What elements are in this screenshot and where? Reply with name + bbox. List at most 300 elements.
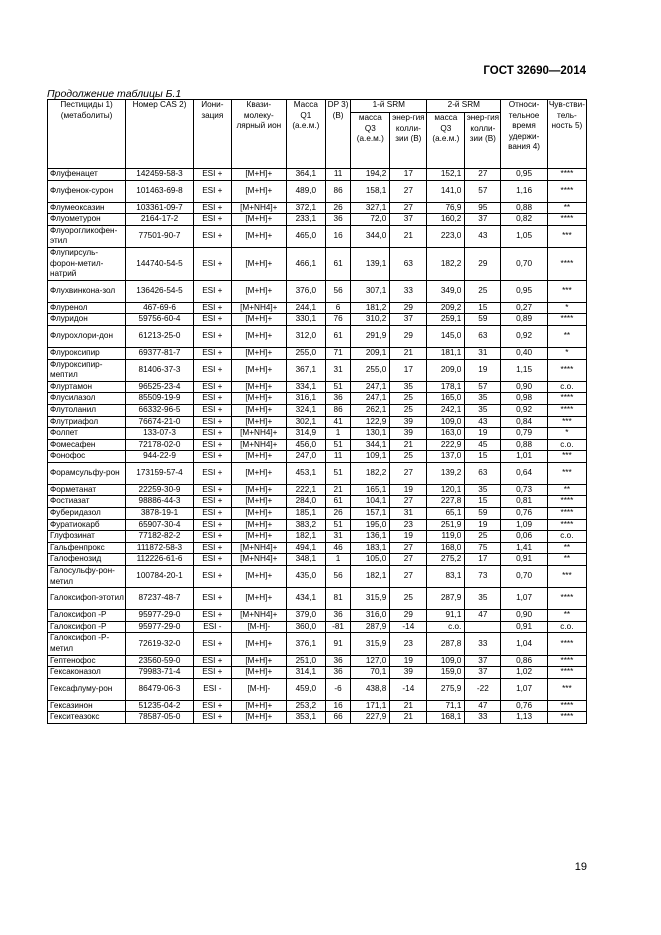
cell-srm2-mass: 209,0	[427, 359, 465, 381]
cell-srm1-mass: 310,2	[351, 314, 390, 326]
cell-srm1-energy: 35	[390, 381, 427, 393]
cell-sensitivity: **	[547, 484, 586, 496]
header-srm2-mass: масса Q3 (а.е.м.)	[427, 113, 465, 169]
cell-srm1-mass: 105,0	[351, 554, 390, 566]
cell-pesticide: Глуфозинат	[48, 531, 126, 543]
cell-srm1-mass: 344,0	[351, 225, 390, 247]
cell-ionization: ESI +	[193, 381, 231, 393]
cell-dp: -6	[325, 678, 350, 700]
cell-ionization: ESI +	[193, 439, 231, 451]
cell-quasi-ion: [M+H]+	[231, 451, 286, 463]
cell-dp: 36	[325, 214, 350, 226]
cell-dp: 56	[325, 566, 350, 588]
cell-rrt: 0,06	[501, 531, 547, 543]
cell-ionization: ESI +	[193, 393, 231, 405]
cell-pesticide: Галоксифоп-этотил	[48, 588, 126, 610]
cell-quasi-ion: [M+H]+	[231, 214, 286, 226]
table-row	[48, 610, 587, 622]
cell-ionization: ESI +	[193, 180, 231, 202]
cell-ionization: ESI +	[193, 247, 231, 280]
cell-srm2-mass: 287,8	[427, 633, 465, 655]
cell-ionization: ESI +	[193, 280, 231, 302]
cell-cas: 133-07-3	[126, 428, 194, 440]
table-row	[48, 325, 587, 347]
cell-srm2-mass: 349,0	[427, 280, 465, 302]
cell-quasi-ion: [M+H]+	[231, 496, 286, 508]
cell-cas: 76674-21-0	[126, 416, 194, 428]
table-row	[48, 393, 587, 405]
cell-srm1-energy: 27	[390, 180, 427, 202]
cell-srm1-energy: 19	[390, 655, 427, 667]
cell-rrt: 1,05	[501, 225, 547, 247]
cell-srm1-energy: -14	[390, 678, 427, 700]
cell-cas: 78587-05-0	[126, 712, 194, 724]
cell-srm1-mass: 438,8	[351, 678, 390, 700]
table-row	[48, 542, 587, 554]
cell-srm2-mass: 168,0	[427, 542, 465, 554]
cell-srm1-energy: 29	[390, 610, 427, 622]
cell-srm1-energy: 39	[390, 428, 427, 440]
cell-sensitivity: ***	[547, 451, 586, 463]
cell-sensitivity: ****	[547, 180, 586, 202]
cell-srm1-energy: 27	[390, 462, 427, 484]
cell-dp: 51	[325, 519, 350, 531]
cell-cas: 81406-37-3	[126, 359, 194, 381]
cell-mass-q1: 314,1	[286, 667, 325, 679]
cell-quasi-ion: [M+H]+	[231, 588, 286, 610]
cell-ionization: ESI +	[193, 325, 231, 347]
cell-srm1-mass: 315,9	[351, 588, 390, 610]
cell-srm1-mass: 157,1	[351, 508, 390, 520]
cell-dp: 86	[325, 180, 350, 202]
cell-sensitivity: ****	[547, 247, 586, 280]
cell-srm2-energy: 27	[465, 169, 501, 181]
cell-quasi-ion: [M+H]+	[231, 416, 286, 428]
cell-quasi-ion: [M+H]+	[231, 484, 286, 496]
cell-srm1-energy: 23	[390, 633, 427, 655]
header-mass-q1: Масса Q1 (а.е.м.)	[286, 100, 325, 169]
cell-srm2-energy: 57	[465, 381, 501, 393]
table-row	[48, 302, 587, 314]
cell-quasi-ion: [M+H]+	[231, 347, 286, 359]
cell-mass-q1: 379,0	[286, 610, 325, 622]
cell-pesticide: Гексазинон	[48, 700, 126, 712]
cell-srm2-energy: 35	[465, 484, 501, 496]
table-row	[48, 633, 587, 655]
cell-srm2-mass: 242,1	[427, 404, 465, 416]
cell-ionization: ESI +	[193, 519, 231, 531]
cell-rrt: 0,92	[501, 404, 547, 416]
cell-rrt: 0,88	[501, 439, 547, 451]
header-dp: DP 3) (В)	[325, 100, 350, 169]
cell-rrt: 0,81	[501, 496, 547, 508]
cell-srm2-energy: 35	[465, 404, 501, 416]
cell-srm1-energy: 17	[390, 169, 427, 181]
cell-cas: 59756-60-4	[126, 314, 194, 326]
cell-dp: 86	[325, 404, 350, 416]
cell-cas: 79983-71-4	[126, 667, 194, 679]
cell-srm2-energy: 25	[465, 531, 501, 543]
cell-pesticide: Флутриафол	[48, 416, 126, 428]
cell-srm2-energy: 19	[465, 519, 501, 531]
cell-srm2-mass: 251,9	[427, 519, 465, 531]
cell-srm1-energy: 25	[390, 404, 427, 416]
cell-cas: 23560-59-0	[126, 655, 194, 667]
cell-ionization: ESI +	[193, 214, 231, 226]
cell-cas: 77501-90-7	[126, 225, 194, 247]
cell-sensitivity: ***	[547, 678, 586, 700]
header-sensitivity: Чув-стви-тель-ность 5)	[547, 100, 586, 169]
cell-srm1-mass: 136,1	[351, 531, 390, 543]
cell-mass-q1: 314,9	[286, 428, 325, 440]
cell-quasi-ion: [M+NH4]+	[231, 610, 286, 622]
cell-dp: 1	[325, 428, 350, 440]
cell-srm2-energy: 29	[465, 247, 501, 280]
cell-mass-q1: 360,0	[286, 621, 325, 633]
cell-dp: 11	[325, 451, 350, 463]
cell-ionization: ESI +	[193, 712, 231, 724]
cell-pesticide: Гексаконазол	[48, 667, 126, 679]
cell-cas: 95977-29-0	[126, 621, 194, 633]
cell-pesticide: Галоксифоп -Р	[48, 621, 126, 633]
cell-quasi-ion: [M+H]+	[231, 667, 286, 679]
header-cas: Номер CAS 2)	[126, 100, 194, 169]
cell-rrt: 0,64	[501, 462, 547, 484]
cell-sensitivity: **	[547, 202, 586, 214]
cell-srm1-energy: 21	[390, 712, 427, 724]
cell-cas: 65907-30-4	[126, 519, 194, 531]
cell-ionization: ESI +	[193, 484, 231, 496]
cell-quasi-ion: [M+NH4]+	[231, 439, 286, 451]
cell-rrt: 0,91	[501, 621, 547, 633]
cell-srm2-energy: 33	[465, 633, 501, 655]
cell-srm2-mass: 168,1	[427, 712, 465, 724]
cell-rrt: 0,89	[501, 314, 547, 326]
cell-srm2-energy: 59	[465, 508, 501, 520]
cell-srm1-energy: 25	[390, 393, 427, 405]
cell-quasi-ion: [M-H]-	[231, 621, 286, 633]
cell-srm2-energy: 35	[465, 393, 501, 405]
cell-mass-q1: 185,1	[286, 508, 325, 520]
cell-quasi-ion: [M+NH4]+	[231, 542, 286, 554]
cell-pesticide: Флусилазол	[48, 393, 126, 405]
cell-cas: 96525-23-4	[126, 381, 194, 393]
cell-mass-q1: 302,1	[286, 416, 325, 428]
cell-srm2-mass: 159,0	[427, 667, 465, 679]
cell-ionization: ESI +	[193, 531, 231, 543]
cell-dp: 81	[325, 588, 350, 610]
cell-quasi-ion: [M+H]+	[231, 462, 286, 484]
cell-quasi-ion: [M+H]+	[231, 531, 286, 543]
cell-srm1-energy: 21	[390, 439, 427, 451]
cell-srm2-energy: 19	[465, 428, 501, 440]
table-row	[48, 404, 587, 416]
cell-dp: 36	[325, 655, 350, 667]
cell-srm1-mass: 72,0	[351, 214, 390, 226]
cell-mass-q1: 330,1	[286, 314, 325, 326]
cell-mass-q1: 255,0	[286, 347, 325, 359]
cell-dp: 61	[325, 496, 350, 508]
cell-rrt: 1,13	[501, 712, 547, 724]
cell-srm1-mass: 171,1	[351, 700, 390, 712]
cell-sensitivity: *	[547, 302, 586, 314]
cell-ionization: ESI +	[193, 302, 231, 314]
cell-mass-q1: 434,1	[286, 588, 325, 610]
cell-dp: 61	[325, 325, 350, 347]
table-row	[48, 554, 587, 566]
cell-dp: 61	[325, 247, 350, 280]
header-srm2-energy: энер-гия колли-зии (В)	[465, 113, 501, 169]
cell-pesticide: Флуренол	[48, 302, 126, 314]
cell-pesticide: Флуфенацет	[48, 169, 126, 181]
cell-quasi-ion: [M+H]+	[231, 393, 286, 405]
cell-quasi-ion: [M+NH4]+	[231, 302, 286, 314]
table-row	[48, 451, 587, 463]
cell-rrt: 0,90	[501, 610, 547, 622]
cell-rrt: 1,07	[501, 678, 547, 700]
cell-srm2-energy: 63	[465, 462, 501, 484]
cell-mass-q1: 316,1	[286, 393, 325, 405]
cell-pesticide: Фомесафен	[48, 439, 126, 451]
cell-srm1-energy: 23	[390, 519, 427, 531]
cell-srm2-mass: 275,9	[427, 678, 465, 700]
cell-pesticide: Гептенофос	[48, 655, 126, 667]
cell-srm1-mass: 262,1	[351, 404, 390, 416]
cell-sensitivity: **	[547, 325, 586, 347]
cell-mass-q1: 253,2	[286, 700, 325, 712]
cell-mass-q1: 435,0	[286, 566, 325, 588]
cell-ionization: ESI +	[193, 588, 231, 610]
header-quasi-ion: Квази-молеку-лярный ион	[231, 100, 286, 169]
cell-pesticide: Фонофос	[48, 451, 126, 463]
cell-cas: 69377-81-7	[126, 347, 194, 359]
cell-dp: 6	[325, 302, 350, 314]
cell-quasi-ion: [M+H]+	[231, 700, 286, 712]
cell-cas: 3878-19-1	[126, 508, 194, 520]
cell-pesticide: Флуроксипир	[48, 347, 126, 359]
cell-sensitivity: ****	[547, 519, 586, 531]
cell-quasi-ion: [M+H]+	[231, 325, 286, 347]
cell-sensitivity: ***	[547, 280, 586, 302]
cell-quasi-ion: [M+H]+	[231, 712, 286, 724]
cell-srm1-mass: 182,2	[351, 462, 390, 484]
table-row	[48, 508, 587, 520]
cell-srm1-mass: 194,2	[351, 169, 390, 181]
cell-dp: 66	[325, 712, 350, 724]
cell-sensitivity: ***	[547, 566, 586, 588]
cell-cas: 2164-17-2	[126, 214, 194, 226]
cell-srm2-energy: 73	[465, 566, 501, 588]
cell-cas: 142459-58-3	[126, 169, 194, 181]
cell-cas: 77182-82-2	[126, 531, 194, 543]
cell-srm2-mass: 163,0	[427, 428, 465, 440]
cell-cas: 136426-54-5	[126, 280, 194, 302]
cell-dp: 11	[325, 169, 350, 181]
cell-ionization: ESI +	[193, 667, 231, 679]
cell-srm1-mass: 158,1	[351, 180, 390, 202]
cell-pesticide: Галоксифоп -Р-метил	[48, 633, 126, 655]
cell-srm2-energy: 47	[465, 610, 501, 622]
table-caption: Продолжение таблицы Б.1	[47, 88, 182, 100]
cell-rrt: 0,27	[501, 302, 547, 314]
cell-cas: 85509-19-9	[126, 393, 194, 405]
cell-pesticide: Флуометурон	[48, 214, 126, 226]
cell-srm1-mass: 344,1	[351, 439, 390, 451]
cell-srm2-mass: 287,9	[427, 588, 465, 610]
cell-srm2-energy: 35	[465, 588, 501, 610]
cell-srm1-mass: 139,1	[351, 247, 390, 280]
cell-rrt: 0,86	[501, 655, 547, 667]
cell-srm1-mass: 127,0	[351, 655, 390, 667]
cell-mass-q1: 367,1	[286, 359, 325, 381]
cell-ionization: ESI +	[193, 359, 231, 381]
cell-quasi-ion: [M+H]+	[231, 247, 286, 280]
table-row	[48, 712, 587, 724]
table-row	[48, 180, 587, 202]
cell-quasi-ion: [M+H]+	[231, 508, 286, 520]
cell-dp: 31	[325, 531, 350, 543]
cell-cas: 86479-06-3	[126, 678, 194, 700]
cell-srm1-mass: 255,0	[351, 359, 390, 381]
cell-mass-q1: 456,0	[286, 439, 325, 451]
cell-pesticide: Фолпет	[48, 428, 126, 440]
cell-srm2-mass: 160,2	[427, 214, 465, 226]
cell-srm1-energy: -14	[390, 621, 427, 633]
cell-sensitivity: **	[547, 542, 586, 554]
cell-dp: 91	[325, 633, 350, 655]
cell-srm1-mass: 181,2	[351, 302, 390, 314]
cell-srm2-mass: 76,9	[427, 202, 465, 214]
cell-sensitivity: ****	[547, 393, 586, 405]
table-row	[48, 280, 587, 302]
cell-srm2-mass: 181,1	[427, 347, 465, 359]
cell-ionization: ESI +	[193, 314, 231, 326]
header-pesticide: Пестициды 1) (метаболиты)	[48, 100, 126, 169]
table-row	[48, 202, 587, 214]
cell-dp: 71	[325, 347, 350, 359]
cell-srm1-mass: 247,1	[351, 393, 390, 405]
cell-quasi-ion: [M+H]+	[231, 225, 286, 247]
cell-mass-q1: 465,0	[286, 225, 325, 247]
cell-srm1-mass: 130,1	[351, 428, 390, 440]
cell-mass-q1: 348,1	[286, 554, 325, 566]
cell-rrt: 0,91	[501, 554, 547, 566]
cell-sensitivity: ****	[547, 712, 586, 724]
cell-sensitivity: ****	[547, 667, 586, 679]
cell-srm2-mass: 209,2	[427, 302, 465, 314]
cell-sensitivity: ***	[547, 462, 586, 484]
cell-rrt: 0,70	[501, 566, 547, 588]
cell-srm2-mass: 152,1	[427, 169, 465, 181]
cell-ionization: ESI +	[193, 462, 231, 484]
table-row	[48, 667, 587, 679]
cell-rrt: 1,07	[501, 588, 547, 610]
cell-srm1-mass: 247,1	[351, 381, 390, 393]
cell-quasi-ion: [M+H]+	[231, 280, 286, 302]
cell-pesticide: Гекситеазокс	[48, 712, 126, 724]
cell-ionization: ESI +	[193, 554, 231, 566]
cell-pesticide: Фуберидазол	[48, 508, 126, 520]
cell-srm2-mass: 119,0	[427, 531, 465, 543]
table-row	[48, 214, 587, 226]
cell-mass-q1: 372,1	[286, 202, 325, 214]
cell-srm2-mass: 91,1	[427, 610, 465, 622]
cell-dp: 46	[325, 542, 350, 554]
cell-cas: 112226-61-6	[126, 554, 194, 566]
cell-srm2-mass: 83,1	[427, 566, 465, 588]
cell-srm1-mass: 165,1	[351, 484, 390, 496]
cell-pesticide: Флурохлори-дон	[48, 325, 126, 347]
cell-mass-q1: 284,0	[286, 496, 325, 508]
cell-srm2-energy: 25	[465, 280, 501, 302]
cell-dp: 26	[325, 508, 350, 520]
table-row	[48, 566, 587, 588]
cell-srm2-energy: 45	[465, 439, 501, 451]
cell-dp: 36	[325, 610, 350, 622]
cell-srm2-energy: 31	[465, 347, 501, 359]
cell-dp: 26	[325, 202, 350, 214]
cell-ionization: ESI +	[193, 202, 231, 214]
cell-cas: 144740-54-5	[126, 247, 194, 280]
cell-srm2-energy: 19	[465, 359, 501, 381]
cell-mass-q1: 182,1	[286, 531, 325, 543]
cell-mass-q1: 251,0	[286, 655, 325, 667]
cell-rrt: 1,01	[501, 451, 547, 463]
cell-srm1-energy: 63	[390, 247, 427, 280]
cell-srm2-energy: 59	[465, 314, 501, 326]
cell-srm2-energy: 95	[465, 202, 501, 214]
cell-srm1-energy: 37	[390, 214, 427, 226]
cell-mass-q1: 466,1	[286, 247, 325, 280]
cell-srm2-mass: 259,1	[427, 314, 465, 326]
cell-ionization: ESI -	[193, 621, 231, 633]
cell-srm2-mass: 109,0	[427, 655, 465, 667]
cell-srm1-energy: 27	[390, 566, 427, 588]
table-row	[48, 247, 587, 280]
cell-pesticide: Гальфенпрокс	[48, 542, 126, 554]
cell-ionization: ESI +	[193, 496, 231, 508]
cell-dp: 36	[325, 393, 350, 405]
cell-srm1-energy: 39	[390, 416, 427, 428]
cell-mass-q1: 453,1	[286, 462, 325, 484]
cell-dp: 21	[325, 484, 350, 496]
cell-sensitivity: ****	[547, 700, 586, 712]
cell-srm2-energy: -22	[465, 678, 501, 700]
header-rrt: Относи-тельное время удержи-вания 4)	[501, 100, 547, 169]
cell-dp: 41	[325, 416, 350, 428]
cell-mass-q1: 334,1	[286, 381, 325, 393]
cell-cas: 72619-32-0	[126, 633, 194, 655]
cell-dp: 16	[325, 700, 350, 712]
cell-quasi-ion: [M+H]+	[231, 169, 286, 181]
table-row	[48, 700, 587, 712]
cell-srm2-energy: 75	[465, 542, 501, 554]
cell-srm1-mass: 70,1	[351, 667, 390, 679]
cell-srm1-energy: 27	[390, 496, 427, 508]
cell-srm1-energy: 31	[390, 508, 427, 520]
cell-pesticide: Флумеоксазин	[48, 202, 126, 214]
cell-sensitivity: с.о.	[547, 531, 586, 543]
cell-dp: 1	[325, 554, 350, 566]
table-row	[48, 359, 587, 381]
cell-sensitivity: с.о.	[547, 381, 586, 393]
cell-mass-q1: 233,1	[286, 214, 325, 226]
table-row	[48, 588, 587, 610]
cell-srm2-energy: 33	[465, 712, 501, 724]
cell-srm2-mass: 222,9	[427, 439, 465, 451]
cell-sensitivity: ****	[547, 508, 586, 520]
cell-pesticide: Флуорогликофен-этил	[48, 225, 126, 247]
